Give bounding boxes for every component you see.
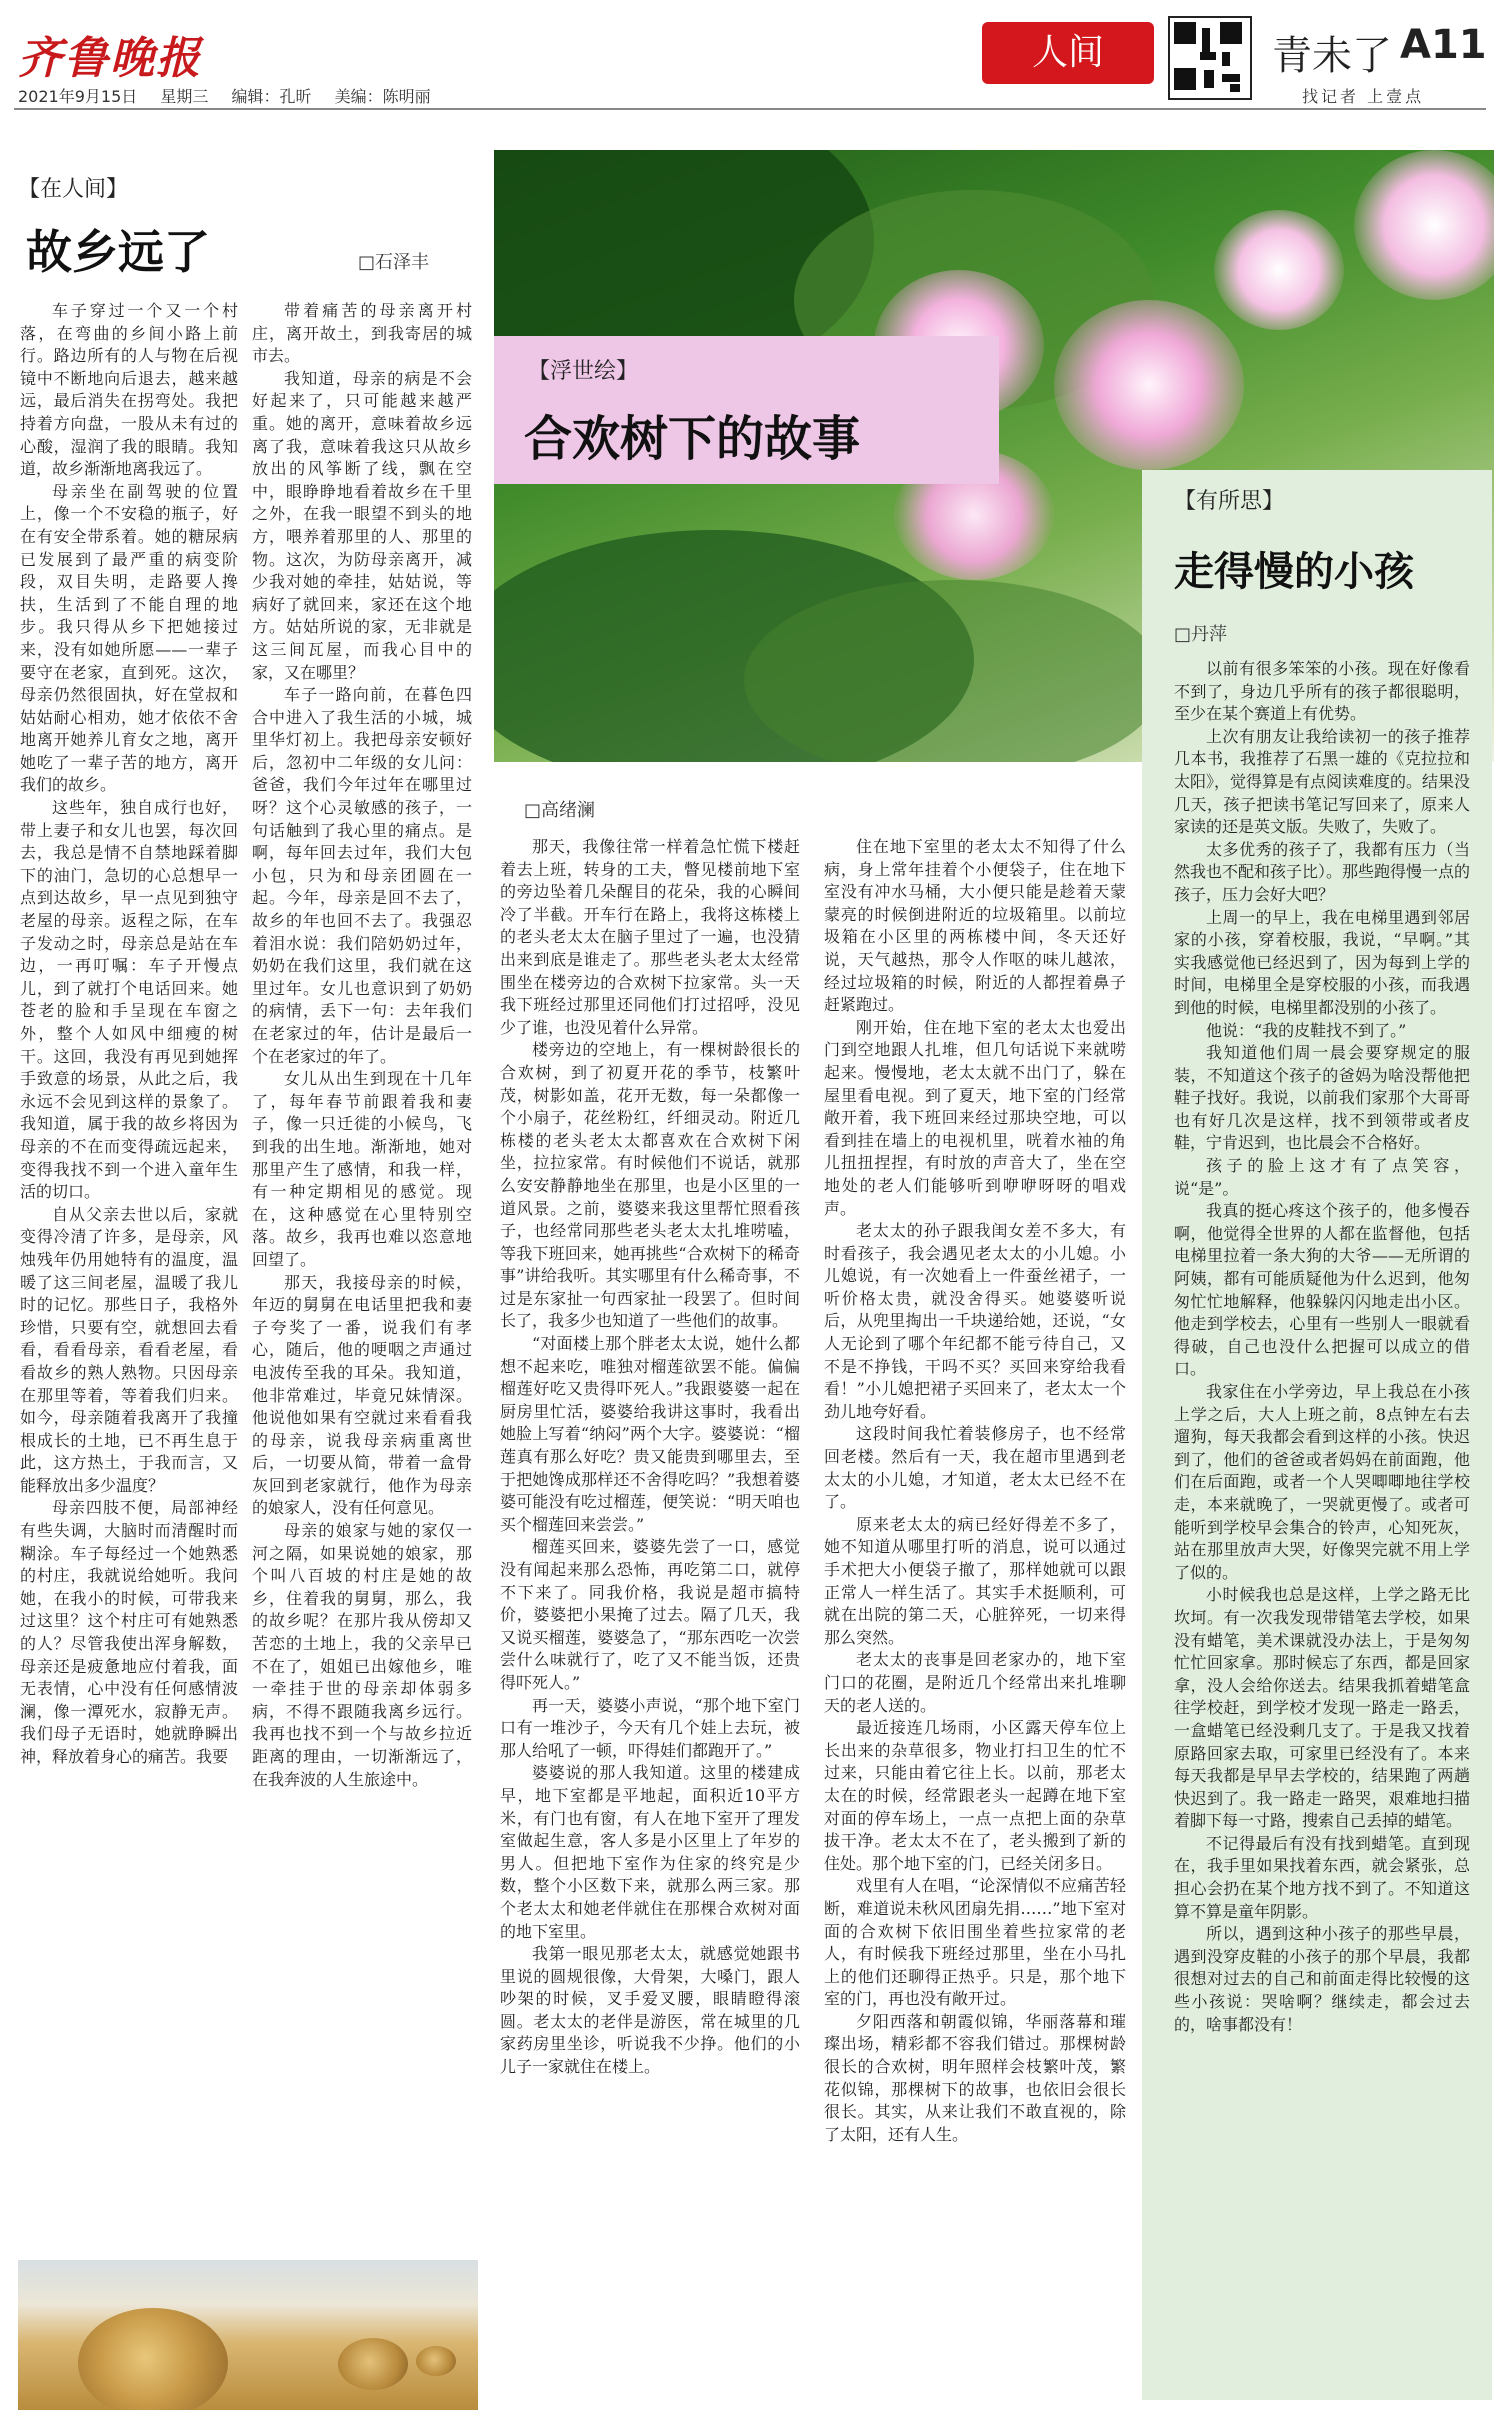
- section-tag: 人间: [982, 22, 1154, 84]
- hay-bale-photo: [18, 2260, 478, 2410]
- article-slow-child-body: [1174, 658, 1470, 2388]
- paragraph: 小时候我也总是这样，上学之路无比坎坷。有一次我发现带错笔去学校，如果没有蜡笔，美术课就没办法上，于是匆匆忙忙回家拿。那时候忘了东西，都是回家拿，没人会给你送去。结果我抓着蜡笔盒往学校赶，到学校才发现一路走一路丢，一盒蜡笔已经没剩几支了。于是我又找着原路回家去取，可家里已经没有了。本来每天我都是早早去学校的，结果跑了两趟快迟到了。我一路走一路哭，艰难地扫描着脚下每一寸路，搜索自己丢掉的蜡笔。: [1174, 1585, 1470, 1831]
- editor-credit: 编辑：孔昕: [231, 87, 312, 106]
- article-title: 合欢树下的故事: [524, 411, 861, 467]
- paragraph: 最近接连几场雨，小区露天停车位上长出来的杂草很多，物业打扫卫生的忙不过来，只能由着它往上长。以前，那老太太在的时候，经常跟老头一起蹲在地下室对面的停车场上，一点一点把上面的杂草拔干净。老太太不在了，老头搬到了新的住处。那个地下室的门，已经关闭多日。: [824, 1718, 1126, 1873]
- paragraph: 榴莲买回来，婆婆先尝了一口，感觉没有闻起来那么恐怖，再吃第二口，就停不下来了。同我价格，我说是超市搞特价，婆婆把小果掩了过去。隔了几天，我又说买榴莲，婆婆急了，“那东西吃一次尝尝什么味就行了，吃了又不能当饭，还贵得吓死人。”: [500, 1537, 800, 1692]
- qr-code-icon: [1168, 16, 1252, 100]
- page-number: A11: [1400, 22, 1487, 68]
- article-kicker: 【浮世绘】: [528, 359, 639, 384]
- article-title: 故乡远了: [26, 225, 210, 279]
- paragraph: 老太太的孙子跟我闺女差不多大，有时看孩子，我会遇见老太太的小儿媳。小儿媳说，有一次她看上一件蚕丝裙子，一听价格太贵，就没舍得买。她婆婆听说后，从兜里掏出一千块递给她，还说，“女人无论到了哪个年纪都不能亏待自己，又不是不挣钱，干吗不买？买回来穿给我看看！”小儿媳把裙子买回来了，老太太一个劲儿地夸好看。: [824, 1221, 1126, 1421]
- paragraph: 车子穿过一个又一个村落，在弯曲的乡间小路上前行。路边所有的人与物在后视镜中不断地向后退去，越来越远，最后消失在拐弯处。我把持着方向盘，一股从未有过的心酸，湿润了我的眼睛。我知道，故乡渐渐地离我远了。: [20, 301, 238, 479]
- paragraph: 母亲坐在副驾驶的位置上，像一个不安稳的瓶子，好在有安全带系着。她的糖尿病已发展到了最严重的病变阶段，双目失明，走路要人搀扶，生活到了不能自理的地步。我只得从乡下把她接过来，没有如她所愿——一辈子要守在老家，直到死。这次，母亲仍然很固执，好在堂叔和姑姑耐心相劝，她才依依不舍地离开她养儿育女之地，离开她吃了一辈子苦的地方，离开我们的故乡。: [20, 481, 238, 795]
- newspaper-logo: 齐鲁晚报: [18, 33, 202, 84]
- paragraph: 太多优秀的孩子了，我都有压力（当然我也不配和孩子比）。那些跑得慢一点的孩子，压力会好大吧？: [1174, 839, 1470, 904]
- paragraph: 车子一路向前，在暮色四合中进入了我生活的小城，城里华灯初上。我把母亲安顿好后，忽初中二年级的女儿问：爸爸，我们今年过年在哪里过呀？这个心灵敏感的孩子，一句话触到了我心里的痛点。是啊，每年回去过年，我们大包小包，只为和母亲团圆在一起。今年，母亲是回不去了，故乡的年也回不去了。我强忍着泪水说：我们陪奶奶过年，奶奶在我们这里，我们就在这里过年。女儿也意识到了奶奶的病情，丢下一句：去年我们在老家过的年，估计是最后一个在老家过的年了。: [252, 685, 472, 1066]
- paragraph: 带着痛苦的母亲离开村庄，离开故土，到我寄居的城市去。: [252, 301, 472, 366]
- article-hometown-column-2: [252, 300, 472, 2250]
- article-byline: □石泽丰: [358, 252, 430, 273]
- paragraph: 自从父亲去世以后，家就变得冷清了许多，是母亲，风烛残年仍用她特有的温度，温暖了这三间老屋，温暖了我儿时的记忆。那些日子，我格外珍惜，只要有空，就想回去看看，看看母亲，看看老屋，看看故乡的熟人熟物。只因母亲在那里等着，等着我们归来。如今，母亲随着我离开了我撞根成长的土地，已不再生息于此，这方热土，于我而言，又能释放出多少温度？: [20, 1204, 238, 1495]
- paragraph: 上周一的早上，我在电梯里遇到邻居家的小孩，穿着校服，我说，“早啊。”其实我感觉他已经迟到了，因为每到上学的时间，电梯里全是穿校服的小孩，而我遇到他的时候，电梯里都没别的小孩了。: [1174, 907, 1470, 1017]
- paragraph: 我知道他们周一晨会要穿规定的服装，不知道这个孩子的爸妈为啥没帮他把鞋子找好。我说，以前我们家那个大哥哥也有好几次是这样，找不到领带或者皮鞋，宁肯迟到，也比晨会不合格好。: [1174, 1043, 1470, 1153]
- paragraph: 我知道，母亲的病是不会好起来了，只可能越来越严重。她的离开，意味着故乡远离了我，意味着我这只从故乡放出的风筝断了线，飘在空中，眼睁睁地看着故乡在千里之外，在我一眼望不到头的地方，喂养着那里的人、那里的物。这次，为防母亲离开，减少我对她的牵挂，姑姑说，等病好了就回来，家还在这个地方。姑姑所说的家，无非就是这三间瓦屋，而我心目中的家，又在哪里？: [252, 368, 472, 682]
- feature-title-panel: [494, 336, 999, 484]
- paragraph: 他说：“我的皮鞋找不到了。”: [1206, 1020, 1407, 1040]
- issue-weekday: 星期三: [160, 87, 209, 106]
- paragraph: 那天，我接母亲的时候，年迈的舅舅在电话里把我和妻子夸奖了一番，说我们有孝心，随后，他的哽咽之声通过电波传至我的耳朵。我知道，他非常难过，毕竟兄妹情深。他说他如果有空就过来看看我的母亲，说我母亲病重离世后，一切要从简，带着一盒骨灰回到老家就行，他作为母亲的娘家人，没有任何意见。: [252, 1272, 472, 1518]
- paragraph: 那天，我像往常一样着急忙慌下楼赶着去上班，转身的工夫，瞥见楼前地下室的旁边坠着几朵醒目的花朵，我的心瞬间冷了半截。开车行在路上，我将这栋楼上的老头老太太在脑子里过了一遍，也没猜出来到底是谁走了。那些老头老太太经常围坐在楼旁边的合欢树下拉家常。头一天我下班经过那里还同他们打过招呼，没见少了谁，也没见着什么异常。: [500, 837, 800, 1037]
- paragraph: 住在地下室里的老太太不知得了什么病，身上常年挂着个小便袋子，住在地下室没有冲水马桶，大小便只能是趁着天蒙蒙亮的时候倒进附近的垃圾箱里。以前垃圾箱在小区里的两栋楼中间，冬天还好说，天气越热，那令人作呕的味儿越浓，经过垃圾箱的时候，附近的人都捏着鼻子赶紧跑过。: [824, 837, 1126, 1015]
- paragraph: 这些年，独自成行也好，带上妻子和女儿也罢，每次回去，我总是情不自禁地踩着脚下的油门，急切的心总想早一点到达故乡，早一点见到独守老屋的母亲。返程之际，在车子发动之时，母亲总是站在车边，一再叮嘱：车子开慢点儿，到了就打个电话回来。她苍老的脸和手呈现在车窗之外，整个人如风中细瘦的树干。这回，我没有再见到她挥手致意的场景，从此之后，我永远不会见到这样的景象了。我知道，属于我的故乡将因为母亲的不在而变得疏远起来，变得我找不到一个进入童年生活的切口。: [20, 798, 238, 1202]
- paragraph: 上次有朋友让我给读初一的孩子推荐几本书，我推荐了石黑一雄的《克拉拉和太阳》，觉得算是有点阅读难度的。结果没几天，孩子把读书笔记写回来了，原来人家读的还是英文版。失败了，失败了。: [1174, 726, 1470, 837]
- paragraph: 女儿从出生到现在十几年了，每年春节前跟着我和妻子，像一只迁徙的小候鸟，飞到我的出生地。渐渐地，她对那里产生了感情，和我一样，有一种定期相见的感觉。现在，这种感觉在心里特别空落。故乡，我再也难以恣意地回望了。: [252, 1069, 472, 1269]
- article-kicker: 【在人间】: [18, 177, 129, 202]
- paragraph: 老太太的丧事是回老家办的，地下室门口的花圈，是附近几个经常出来扎堆聊天的老人送的。: [824, 1650, 1126, 1715]
- reporter-slogan: 找记者 上壹点: [1302, 87, 1425, 106]
- paragraph: “对面楼上那个胖老太太说，她什么都想不起来吃，唯独对榴莲欲罢不能。偏偏榴莲好吃又贵得吓死人。”我跟婆婆一起在厨房里忙活，婆婆给我讲这事时，我看出她脸上写着“纳闷”两个大字。婆婆说：“榴莲真有那么好吃？贵又能贵到哪里去，至于把她馋成那样还不舍得吃吗？”我想着婆婆可能没有吃过榴莲，便笑说：“明天咱也买个榴莲回来尝尝。”: [500, 1334, 800, 1534]
- paragraph: 夕阳西落和朝霞似锦，华丽落幕和璀璨出场，精彩都不容我们错过。那棵树龄很长的合欢树，明年照样会枝繁叶茂，繁花似锦，那棵树下的故事，也依旧会很长很长。其实，从来让我们不敢直视的，除了太阳，还有人生。: [824, 2011, 1126, 2144]
- article-title: 走得慢的小孩: [1174, 548, 1414, 595]
- paragraph: 以前有很多笨笨的小孩。现在好像看不到了，身边几乎所有的孩子都很聪明，至少在某个赛道上有优势。: [1174, 659, 1470, 724]
- paragraph: 我第一眼见那老太太，就感觉她跟书里说的圆规很像，大骨架，大嗓门，跟人吵架的时候，叉手爱叉腰，眼睛瞪得滚圆。老太太的老伴是游医，常在城里的几家药房里坐诊，听说我不少挣。他们的小儿子一家就住在楼上。: [500, 1944, 800, 2077]
- article-silk-tree-column-2: [824, 836, 1126, 2406]
- paragraph: 楼旁边的空地上，有一棵树龄很长的合欢树，到了初夏开花的季节，枝繁叶茂，树影如盖，花开无数，每一朵都像一个小扇子，花丝粉红，纤细灵动。附近几栋楼的老头老太太都喜欢在合欢树下闲坐，拉拉家常。有时候他们不说话，就那么安安静静地坐在那里，也是小区里的一道风景。之前，婆婆来我这里帮忙照看孩子，也经常同那些老头老太太扎堆唠嗑，等我下班回来，她再挑些“合欢树下的稀奇事”讲给我听。其实哪里有什么稀奇事，不过是东家扯一句西家扯一段罢了。但时间长了，我多少也知道了一些他们的故事。: [500, 1040, 800, 1331]
- top-divider: [14, 108, 1486, 110]
- paragraph: 这段时间我忙着装修房子，也不经常回老楼。然后有一天，我在超市里遇到老太太的小儿媳，才知道，老太太已经不在了。: [824, 1424, 1126, 1512]
- paragraph: 婆婆说的那人我知道。这里的楼建成早，地下室都是平地起，面积近10平方米，有门也有窗，有人在地下室开了理发室做起生意，客人多是小区里上了年岁的男人。但把地下室作为住家的终究是少数，整个小区数下来，就那么两三家。那个老太太和她老伴就住在那棵合欢树对面的地下室里。: [500, 1763, 800, 1941]
- paragraph: 再一天，婆婆小声说，“那个地下室门口有一堆沙子，今天有几个娃上去玩，被那人给吼了一顿，吓得娃们都跑开了。”: [500, 1695, 800, 1760]
- article-kicker: 【有所思】: [1174, 489, 1285, 514]
- paragraph: 母亲的娘家与她的家仅一河之隔，如果说她的娘家，那个叫八百坡的村庄是她的故乡，住着我的舅舅，那么，我的故乡呢？在那片我从傍却又苦恋的土地上，我的父亲早已不在了，姐姐已出嫁他乡，唯一牵挂于世的母亲却体弱多病，不得不跟随我离乡远行。我再也找不到一个与故乡拉近距离的理由，一切渐渐远了，在我奔波的人生旅途中。: [252, 1521, 472, 1789]
- paragraph: 我家住在小学旁边，早上我总在小孩上学之后，大人上班之前，8点钟左右去遛狗，每天我都会看到这样的小孩。快迟到了，他们的爸爸或者妈妈在前面跑，他们在后面跑，或者一个人哭唧唧地往学校走，本来就晚了，一哭就更慢了。或者可能听到学校早会集合的铃声，心知死灰，站在那里放声大哭，好像哭完就不用上学了似的。: [1174, 1382, 1470, 1582]
- paragraph: 孩子的脸上这才有了点笑容，说“是”。: [1174, 1156, 1470, 1198]
- article-byline: □丹萍: [1174, 624, 1228, 645]
- masthead: [0, 0, 1500, 112]
- paragraph: 刚开始，住在地下室的老太太也爱出门到空地跟人扎堆，但几句话说下来就唠起来。慢慢地，老太太就不出门了，躲在屋里看电视。到了夏天，地下室的门经常敞开着，我下班回来经过那块空地，可以看到挂在墙上的电视机里，咣着水袖的角儿扭扭捏捏，有时放的声音大了，坐在空地处的老人们能够听到咿咿呀呀的唱戏声。: [824, 1017, 1126, 1218]
- paragraph: 母亲四肢不便，局部神经有些失调，大脑时而清醒时而糊涂。车子每经过一个她熟悉的村庄，我就说给她听。我问她，在我小的时候，可带我来过这里？这个村庄可有她熟悉的人？尽管我使出浑身解数，母亲还是疲惫地应付着我，面无表情，心中没有任何感情波澜，像一潭死水，寂静无声。我们母子无语时，她就睁瞬出神，释放着身心的痛苦。我要: [20, 1498, 238, 1766]
- issue-date: 2021年9月15日: [18, 87, 138, 106]
- paragraph: 不记得最后有没有找到蜡笔。直到现在，我手里如果找着东西，就会紧张，总担心会扔在某个地方找不到了。不知道这算不算是童年阴影。: [1174, 1833, 1470, 1921]
- paragraph: 戏里有人在唱，“论深情似不应痛苦轻断，难道说未秋风团扇先捐……”地下室对面的合欢树下依旧围坐着些拉家常的老人，有时候我下班经过那里，坐在小马扎上的他们还聊得正热乎。只是，那个地下室的门，再也没有敞开过。: [824, 1876, 1126, 2009]
- issue-info: [18, 84, 449, 107]
- article-byline: □高绪澜: [524, 800, 596, 821]
- article-hometown-column-1: [20, 300, 238, 2250]
- paragraph: 原来老太太的病已经好得差不多了，她不知道从哪里打听的消息，说可以通过手术把大小便袋子撤了，那样她就可以跟正常人一样生活了。其实手术挺顺利，可就在出院的第二天，心脏猝死，一切来得那么突然。: [824, 1514, 1126, 1647]
- paragraph: 所以，遇到这种小孩子的那些早晨，遇到没穿皮鞋的小孩子的那个早晨，我都很想对过去的自己和前面走得比较慢的这些小孩说：哭啥啊？继续走，都会过去的，啥事都没有！: [1174, 1924, 1470, 2034]
- designer-credit: 美编：陈明丽: [334, 87, 431, 106]
- article-silk-tree-column-1: [500, 836, 800, 2406]
- column-name: 青未了: [1272, 33, 1392, 79]
- paragraph: 我真的挺心疼这个孩子的，他多慢吞啊，他觉得全世界的人都在监督他，包括电梯里拉着一条大狗的大爷——无所谓的阿姨，都有可能质疑他为什么迟到，他匆匆忙忙地解释，他躲躲闪闪地走出小区。他走到学校去，心里有一些别人一眼就看得破，自己也没什么把握可以成立的借口。: [1174, 1201, 1470, 1379]
